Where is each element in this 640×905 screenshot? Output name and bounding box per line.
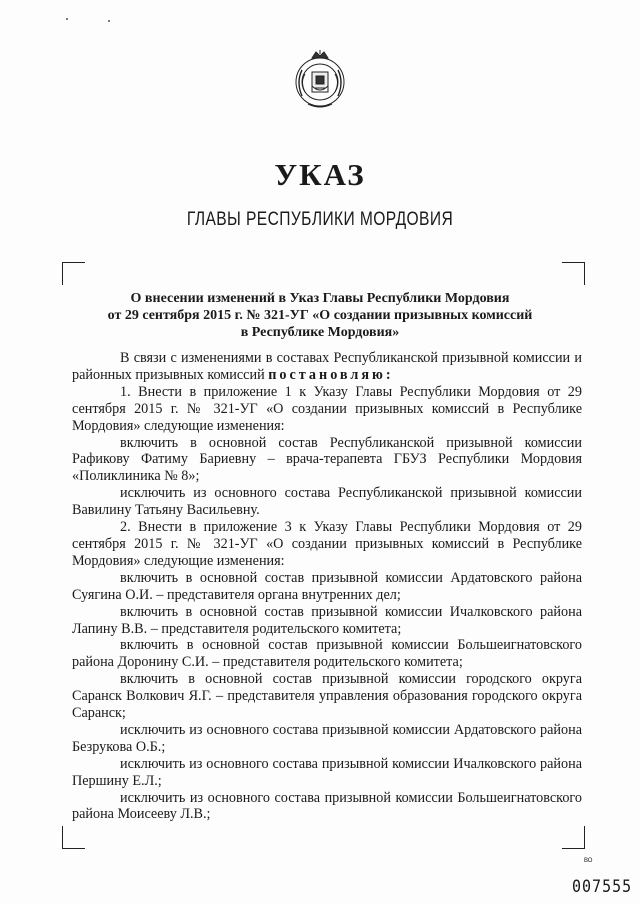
decree-item: исключить из основного состава призывной комиссии Ардатовского района Безрукова О.Б.;	[72, 721, 582, 755]
decree-heading	[80, 290, 560, 341]
heading-line: от 29 сентября 2015 г. № 321-УГ «О создании призывных комиссий	[107, 308, 533, 323]
heading-line: О внесении изменений в Указ Главы Республики Мордовия	[130, 291, 510, 306]
corner-mark-top-left	[62, 262, 85, 285]
intro-text: В связи с изменениями в составах Республиканской призывной комиссии и районных призывных комиссий	[72, 350, 582, 383]
decree-item: исключить из основного состава призывной комиссии Ичалковского района Першину Е.Л.;	[72, 755, 582, 789]
decree-item-1: 1. Внести в приложение 1 к Указу Главы Республики Мордовия от 29 сентября 2015 г. № 321-УГ «О создании призывных комиссий в Республике Мордовия» следующие изменения:	[72, 383, 582, 434]
decree-item: включить в основной состав призывной комиссии Большеигнатовского района Доронину С.И. – представителя родительского комитета;	[72, 637, 582, 671]
corner-mark-bottom-left	[62, 826, 85, 849]
decree-item: исключить из основного состава призывной комиссии Большеигнатовского района Моисееву Л.В.;	[72, 789, 582, 823]
corner-mark-top-right	[562, 262, 585, 285]
mordovia-coat-of-arms-icon	[288, 48, 352, 112]
decree-item: включить в основной состав призывной комиссии городского округа Саранск Волкович Я.Г. – представителя управления образования городского округа Саранск;	[72, 671, 582, 722]
decree-body	[72, 350, 582, 823]
decree-item: включить в основной состав Республиканской призывной комиссии Рафикову Фатиму Бариевну – врача-терапевта ГБУЗ Республики Мордовия «Поликлиника № 8»;	[72, 434, 582, 485]
scan-speck	[108, 20, 110, 22]
document-subtitle: ГЛАВЫ РЕСПУБЛИКИ МОРДОВИЯ	[186, 209, 454, 230]
decree-item: включить в основной состав призывной комиссии Ардатовского района Суягина О.И. – представителя органа внутренних дел;	[72, 569, 582, 603]
decree-item-2: 2. Внести в приложение 3 к Указу Главы Республики Мордовия от 29 сентября 2015 г. № 321-УГ «О создании призывных комиссий в Республике Мордовия» следующие изменения:	[72, 519, 582, 569]
decree-word: постановляю:	[268, 366, 394, 383]
heading-line: в Республике Мордовия»	[240, 325, 400, 340]
document-title: УКАЗ	[274, 157, 366, 192]
corner-mark-bottom-right	[562, 826, 585, 849]
intro-paragraph	[72, 350, 582, 384]
decree-item: включить в основной состав призывной комиссии Ичалковского района Лапину В.В. – представителя родительского комитета;	[72, 603, 582, 637]
decree-item: исключить из основного состава Республиканской призывной комиссии Вавилину Татьяну Васильевну.	[72, 485, 582, 519]
scan-mark: ВО	[584, 858, 593, 864]
scan-speck	[66, 18, 68, 20]
page-number: 007555	[572, 875, 633, 897]
